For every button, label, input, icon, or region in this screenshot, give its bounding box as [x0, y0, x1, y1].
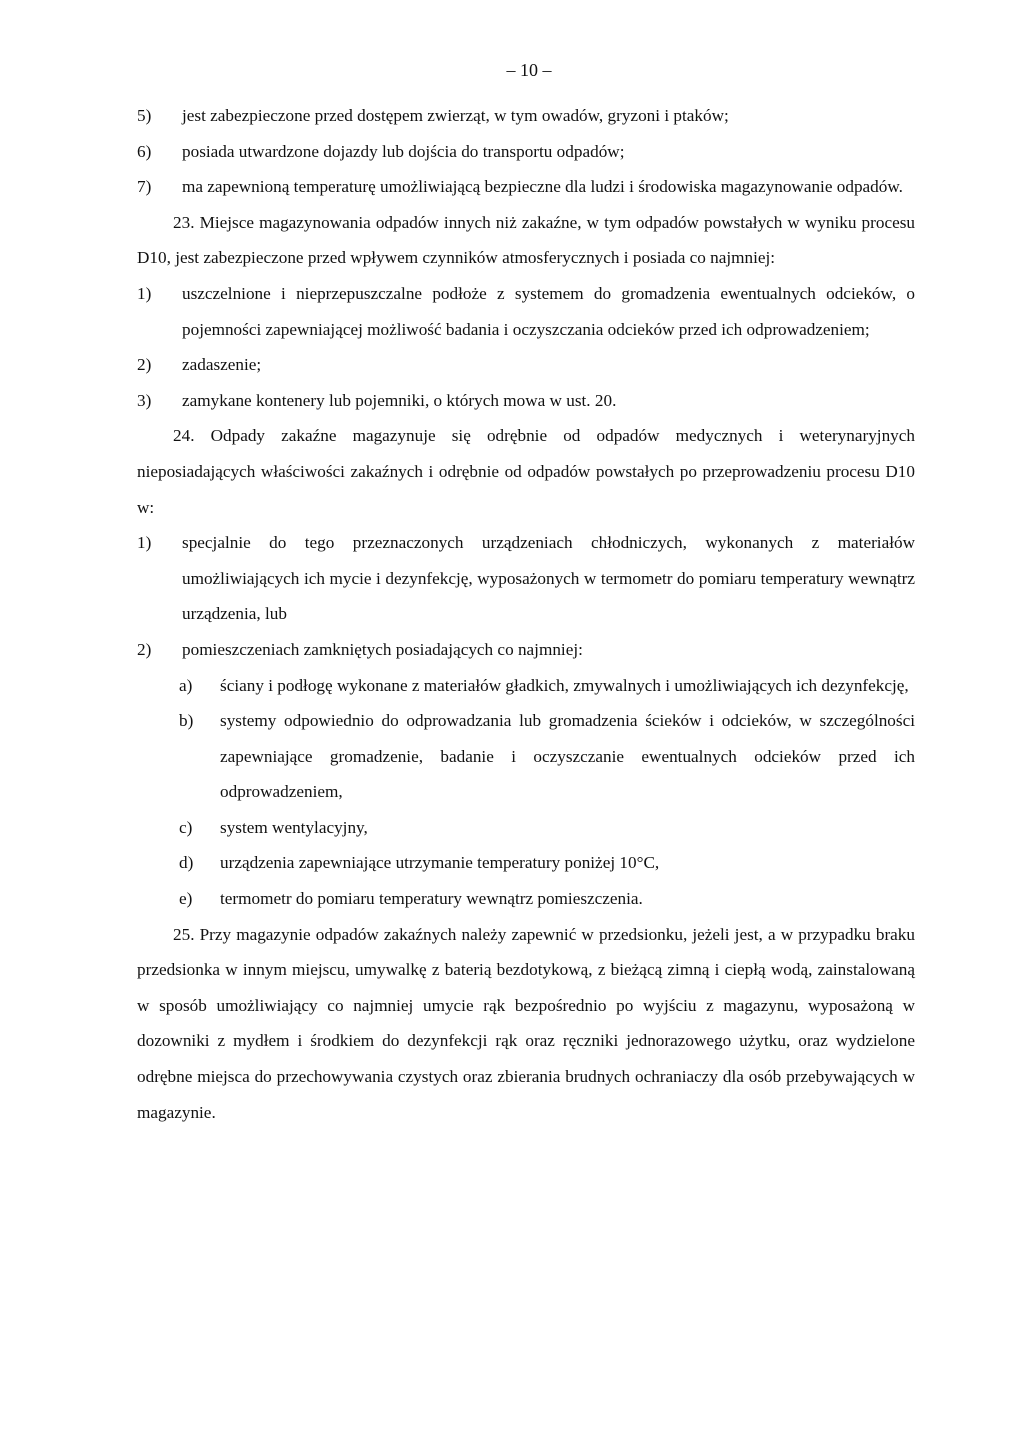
list-item: [137, 525, 915, 632]
list-item: [137, 276, 915, 347]
paragraph-25: 25. Przy magazynie odpadów zakaźnych należy zapewnić w przedsionku, jeżeli jest, a w przypadku braku przedsionka w innym miejscu, umywalkę z baterią bezdotykową, z bieżącą zimną i ciepłą wodą, zainstalowaną w sposób umożliwiający co najmniej umycie rąk bezpośrednio po wyjściu z magazynu, wyposażoną w dozowniki z mydłem i środkiem do dezynfekcji rąk oraz ręczniki jednorazowego użytku, oraz wydzielone odrębne miejsca do przechowywania czystych oraz zbierania brudnych ochraniaczy dla osób przebywających w magazynie.: [137, 924, 915, 1122]
sub-item-text: termometr do pomiaru temperatury wewnątrz pomieszczenia.: [220, 889, 643, 909]
item-text: zadaszenie;: [182, 355, 262, 375]
item-text: ma zapewnioną temperaturę umożliwiającą bezpieczne dla ludzi i środowiska magazynowanie odpadów.: [182, 177, 903, 197]
item-number: 1): [137, 533, 152, 553]
item-text: specjalnie do tego przeznaczonych urządzeniach chłodniczych, wykonanych z materiałów umożliwiających ich mycie i dezynfekcję, wyposażonych w termometr do pomiaru temperatury wewnątrz urządzenia, lub: [182, 533, 915, 624]
sub-item-letter: b): [179, 711, 194, 731]
item-text: zamykane kontenery lub pojemniki, o których mowa w ust. 20.: [182, 390, 617, 410]
item-text: jest zabezpieczone przed dostępem zwierząt, w tym owadów, gryzoni i ptaków;: [182, 106, 729, 125]
item-number: 3): [137, 390, 152, 410]
item-number: 6): [137, 141, 152, 161]
sub-item-letter: a): [179, 675, 193, 695]
sub-item-text: system wentylacyjny,: [220, 817, 368, 837]
sub-list-item: [137, 881, 915, 917]
sub-item-letter: c): [179, 817, 193, 837]
item-number: 2): [137, 355, 152, 375]
item-text: posiada utwardzone dojazdy lub dojścia do transportu odpadów;: [182, 141, 625, 161]
paragraph-24: 24. Odpady zakaźne magazynuje się odrębnie od odpadów medycznych i weterynaryjnych nieposiadających właściwości zakaźnych i odrębnie od odpadów powstałych po przeprowadzeniu procesu D10 w:: [137, 426, 915, 517]
list-item: [137, 169, 915, 205]
page-number: – 10 –: [506, 60, 552, 80]
sub-list-item: [137, 845, 915, 881]
sub-item-text: ściany i podłogę wykonane z materiałów gładkich, zmywalnych i umożliwiających ich dezynfekcję,: [220, 675, 909, 695]
item-text: uszczelnione i nieprzepuszczalne podłoże z systemem do gromadzenia ewentualnych odcieków, o pojemności zapewniającej możliwość badania i oczyszczania odcieków przed ich odprowadzeniem;: [182, 283, 915, 339]
sub-list-item: [137, 703, 915, 810]
sub-item-letter: e): [179, 889, 193, 909]
paragraph-23: 23. Miejsce magazynowania odpadów innych niż zakaźne, w tym odpadów powstałych w wyniku procesu D10, jest zabezpieczone przed wpływem czynników atmosferycznych i posiada co najmniej:: [137, 212, 915, 268]
list-item: [137, 383, 915, 419]
list-item: [137, 134, 915, 170]
list-item: [137, 98, 915, 134]
list-item: [137, 632, 915, 668]
document-body: [137, 98, 915, 1130]
sub-item-text: urządzenia zapewniające utrzymanie temperatury poniżej 10°C,: [220, 853, 660, 873]
item-number: 7): [137, 177, 152, 197]
item-text: pomieszczeniach zamkniętych posiadających co najmniej:: [182, 639, 583, 659]
item-number: 1): [137, 283, 152, 303]
sub-item-text: systemy odpowiednio do odprowadzania lub gromadzenia ścieków i odcieków, w szczególności zapewniające gromadzenie, badanie i oczyszczanie ewentualnych odcieków przed ich odprowadzeniem,: [220, 711, 915, 802]
sub-list-item: [137, 810, 915, 846]
sub-item-letter: d): [179, 853, 194, 873]
item-number: 5): [137, 106, 152, 125]
item-number: 2): [137, 639, 152, 659]
sub-list-item: [137, 668, 915, 704]
list-item: [137, 347, 915, 383]
